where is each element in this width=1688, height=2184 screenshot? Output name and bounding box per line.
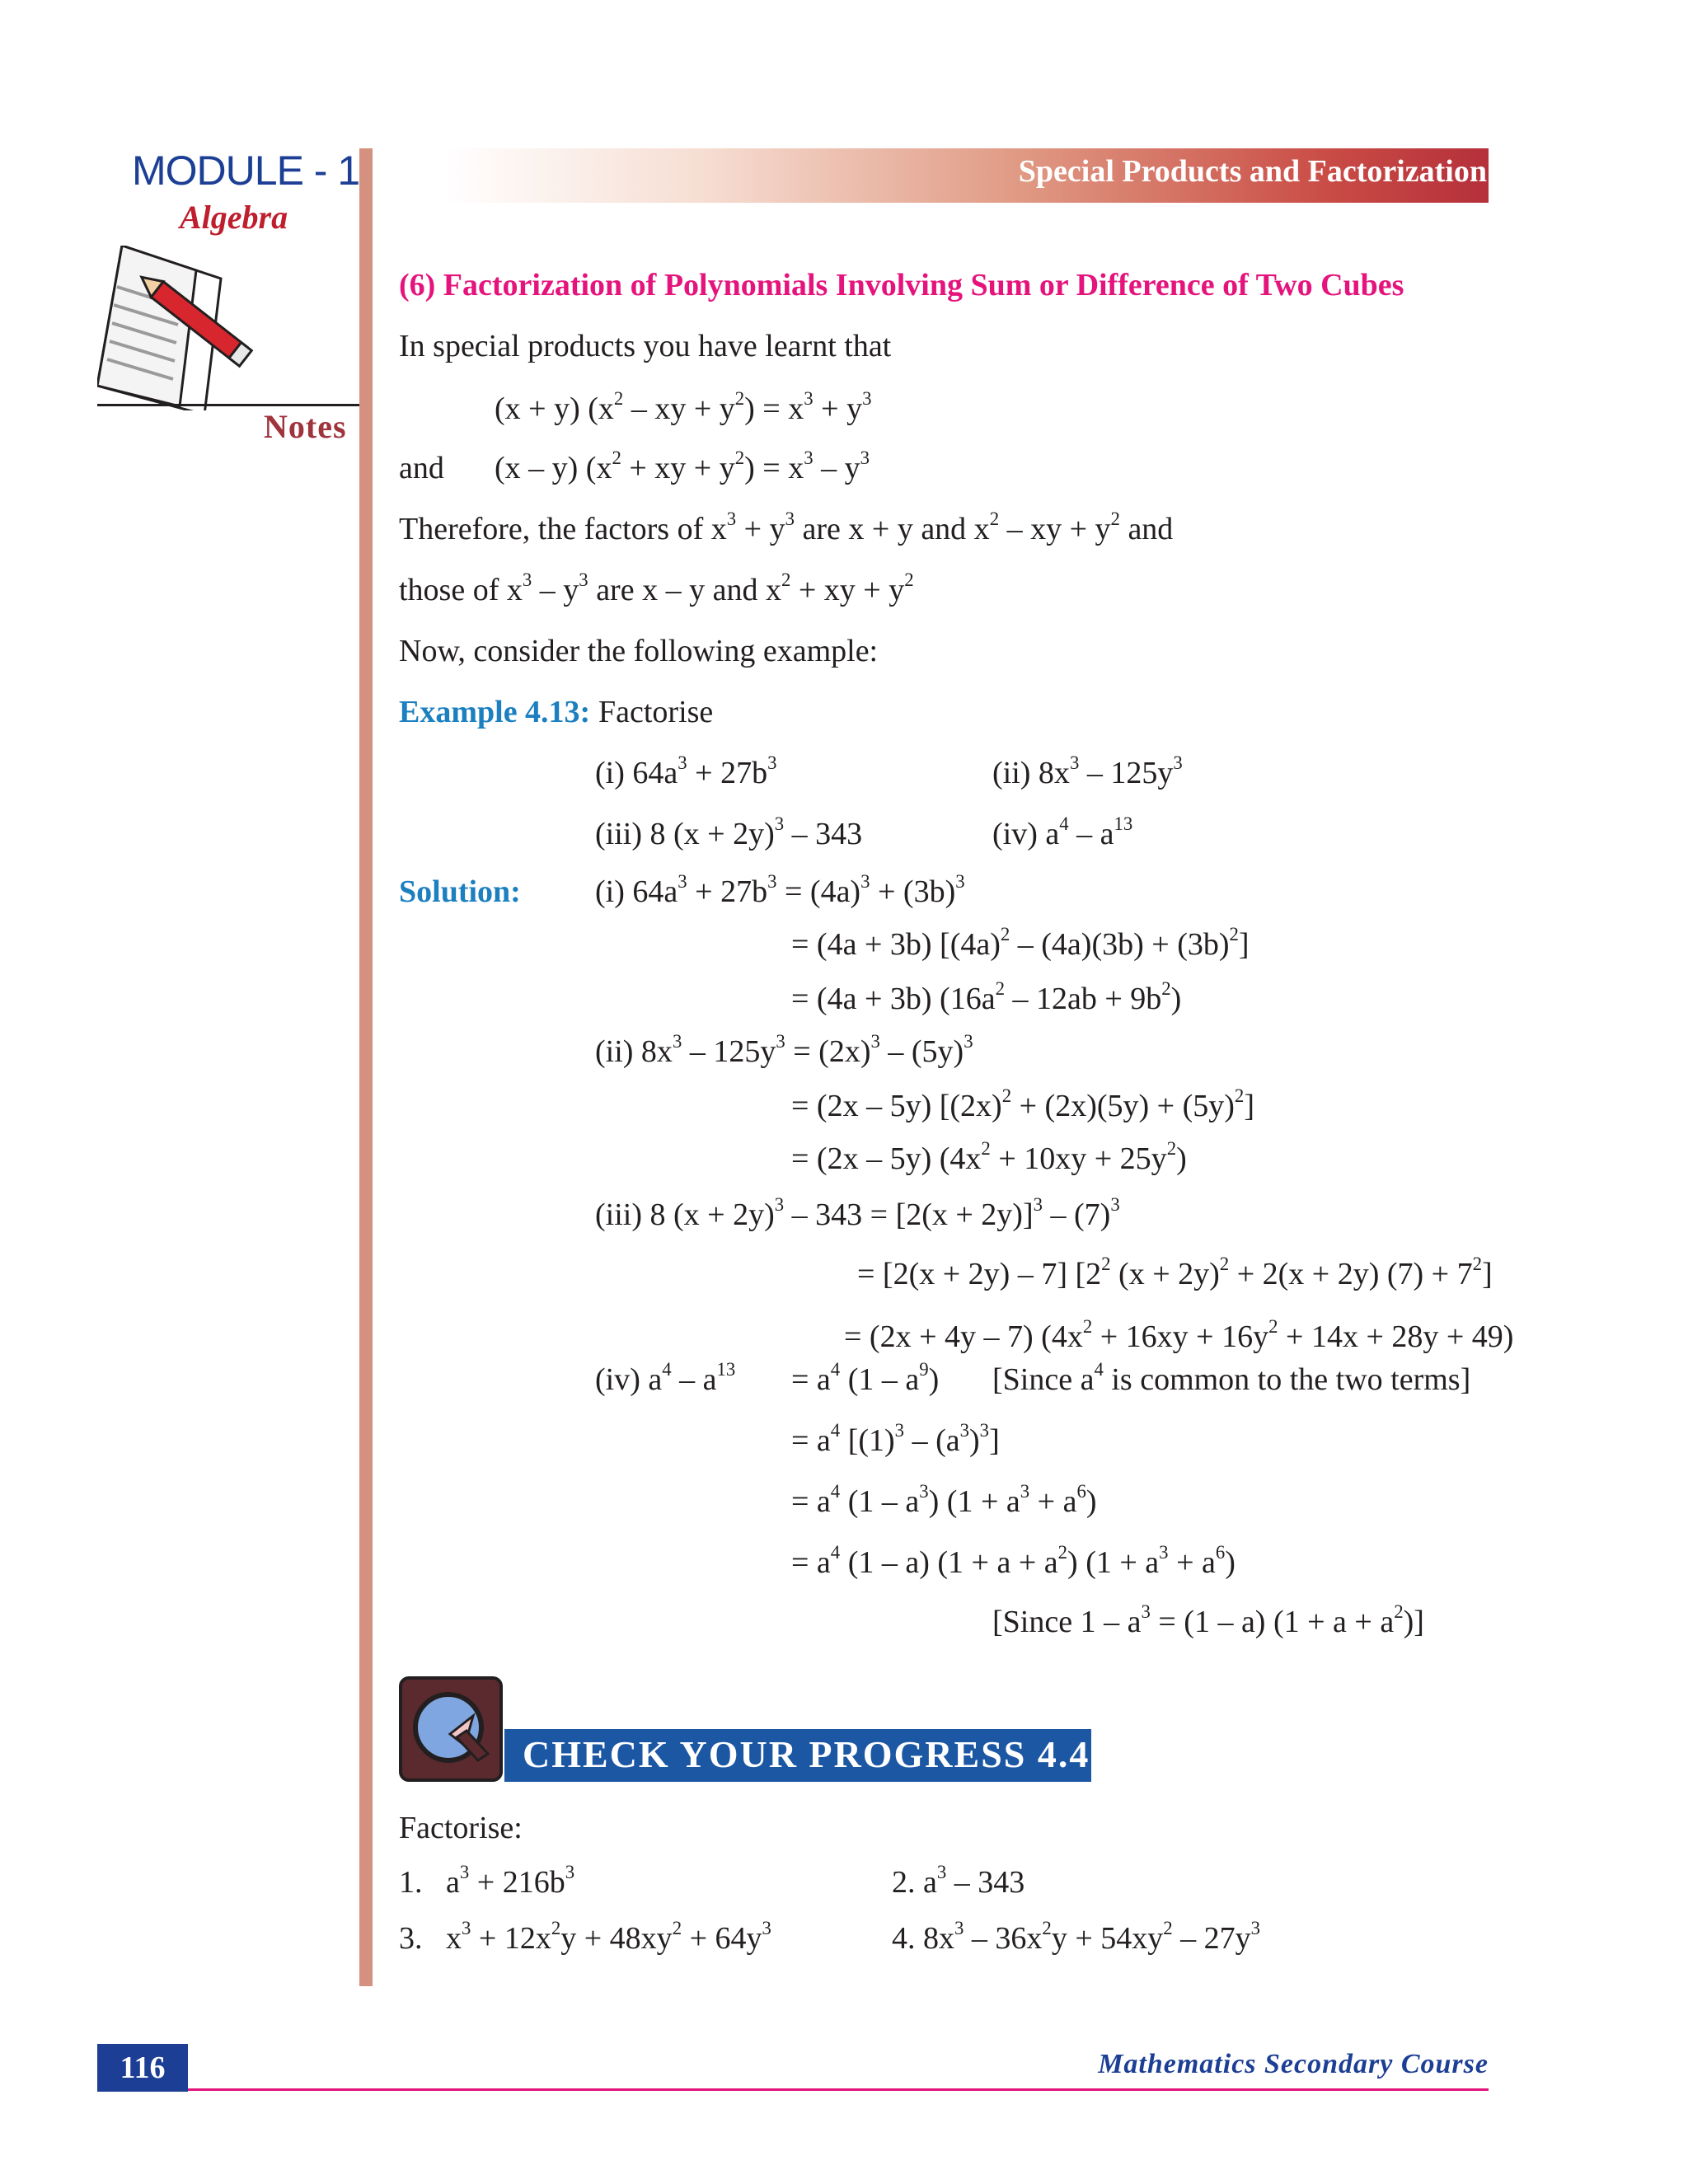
solution-i-step3: = (4a + 3b) $(16a^2 - 12ab + 9b^2)$ — [791, 977, 1182, 1016]
solution-i-step1: (i) $64a^3 + 27b^3 = (4a)^3 + (3b)^3$ — [595, 870, 965, 909]
solution-iv-note1: [Since $a^4$ is common to the two terms] — [992, 1358, 1471, 1397]
chapter-title: Special Products and Factorization — [1018, 154, 1487, 189]
problem-iii: (iii) 8 $(x + 2y)^3 - 343$ — [595, 813, 863, 851]
solution-i-step2: = (4a + 3b) $[(4a)^2 - (4a)(3b) + (3b)^2]$ — [791, 923, 1250, 962]
identity-sum-cubes: (x + y) ($x^2$ – xy + $y^2) = x^3 + y^3$ — [495, 387, 872, 426]
factors-text-2: those of $x^3 - y^3$ are x – y and $x^2$ + xy + $y^2$ — [399, 569, 914, 607]
consider-text: Now, consider the following example: — [399, 634, 879, 668]
progress-title: CHECK YOUR PROGRESS 4.4 — [523, 1733, 1090, 1775]
progress-instruction: Factorise: — [399, 1811, 523, 1845]
q-progress-icon — [399, 1676, 503, 1782]
example-label: Example 4.13: — [399, 695, 591, 729]
problem-iv: (iv) $a^4 - a^{13}$ — [992, 813, 1133, 851]
problem-ii: (ii) $8x^3 - 125y^3$ — [992, 752, 1183, 790]
and-label: and — [399, 451, 444, 485]
sidebar-bar — [359, 148, 373, 1986]
solution-iv-step3: = $a^4$ $(1 - a^3)$ $(1 + a^3 + a^6)$ — [791, 1480, 1097, 1519]
solution-iv-step2: = $a^4$ $[(1)^3 - (a^3)^3]$ — [791, 1419, 1000, 1458]
notes-pencil-icon — [97, 246, 262, 415]
solution-iv-note2: [Since $1 - a^3 = (1 - a) (1 + a + a^2)$] — [992, 1601, 1424, 1639]
solution-iv-label: (iv) $a^4 - a^{13}$ — [595, 1358, 736, 1397]
exercise-4: 4. $8x^3 - 36x^2y + 54xy^2 - 27y^3$ — [892, 1917, 1261, 1956]
intro-text: In special products you have learnt that — [399, 329, 892, 363]
solution-ii-step2: = (2x – 5y) $[(2x)^2 + (2x)(5y) + (5y)^2]$ — [791, 1085, 1254, 1123]
identity-diff-cubes: (x – y) ($x^2$ + xy + $y^2) = x^3 - y^3$ — [495, 447, 870, 485]
notes-label: Notes — [264, 408, 347, 445]
solution-iv-step1: = $a^4$ $(1 - a^9)$ — [791, 1358, 940, 1397]
exercise-2: 2. $a^3 - 343$ — [892, 1861, 1025, 1900]
exercise-1: 1. $a^3 + 216b^3$ — [399, 1861, 575, 1900]
solution-iv-step4: = $a^4$ (1 – a) $(1 + a + a^2)$ $(1 + a^3 + a^6)$ — [791, 1541, 1236, 1580]
example-task: Factorise — [598, 695, 714, 729]
notes-divider — [97, 404, 359, 406]
solution-iii-step1: (iii) 8 $(x + 2y)^3 - 343 = [2(x + 2y)]^3 - (7)^3$ — [595, 1193, 1120, 1232]
solution-label: Solution: — [399, 874, 521, 909]
exercise-3: 3. $x^3 + 12x^2y + 48xy^2 + 64y^3$ — [399, 1917, 771, 1956]
problem-i: (i) $64a^3 + 27b^3$ — [595, 752, 777, 790]
section-heading: (6) Factorization of Polynomials Involving Sum or Difference of Two Cubes — [399, 268, 1404, 302]
course-title: Mathematics Secondary Course — [1098, 2049, 1489, 2079]
footer-rule — [188, 2088, 1489, 2091]
factors-text-1: Therefore, the factors of $x^3 + y^3$ are x + y and $x^2$ – xy + $y^2$ and — [399, 508, 1174, 546]
page-number: 116 — [97, 2044, 188, 2092]
module-subtitle: Algebra — [180, 199, 288, 236]
module-title: MODULE - 1 — [132, 148, 360, 194]
solution-ii-step3: = (2x – 5y) $(4x^2 + 10xy + 25y^2)$ — [791, 1137, 1187, 1176]
solution-iii-step2: = [2(x + 2y) – 7] [$2^2$ $(x + 2y)^2 + 2(x + 2y)$ $(7) + 7^2$] — [857, 1253, 1493, 1291]
solution-iii-step3: = (2x + 4y – 7) $(4x^2 + 16xy + 16y^2 + 14x + 28y + 49)$ — [844, 1315, 1514, 1354]
solution-ii-step1: (ii) $8x^3 - 125y^3 = (2x)^3 - (5y)^3$ — [595, 1030, 973, 1069]
